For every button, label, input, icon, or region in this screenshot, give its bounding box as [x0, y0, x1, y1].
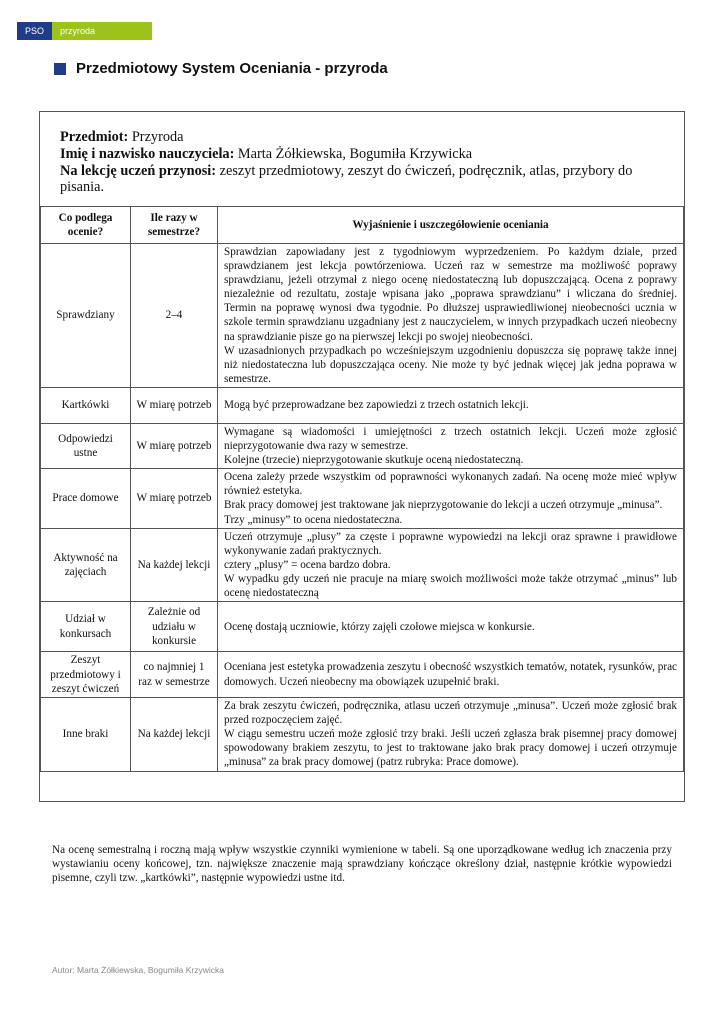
row-how-often: 2–4 — [131, 244, 218, 388]
header-what: Co podlega ocenie? — [41, 207, 131, 244]
header-how-often: Ile razy w semestrze? — [131, 207, 218, 244]
row-explanation — [218, 387, 684, 423]
explanation-line: cztery „plusy” = ocena bardzo dobra. — [224, 558, 391, 571]
row-what: Sprawdziany — [41, 244, 131, 388]
row-how-often: W miarę potrzeb — [131, 423, 218, 468]
table-row — [41, 387, 684, 423]
row-how-often: Na każdej lekcji — [131, 528, 218, 601]
explanation-line: Ocena zależy przede wszystkim od poprawności wykonanych zadań. Na ocenę może mieć wpływ również estetyka. — [224, 471, 677, 498]
summary-note: Na ocenę semestralną i roczną mają wpływ wszystkie czynniki wymienione w tabeli. Są one uporządkowane według ich znaczenia przy wystawianiu oceny końcowej, tzn. największe znaczenie mają sprawdziany kończące określony dział, następnie krótkie wypowiedzi pisemne, czyli tzw. „kartkówki”, następnie wypowiedzi ustne itd. — [52, 844, 672, 885]
row-explanation — [218, 602, 684, 652]
row-what: Odpowiedzi ustne — [41, 423, 131, 468]
explanation-line: Oceniana jest estetyka prowadzenia zeszytu i obecność wszystkich tematów, notatek, rysunków, prac domowych. Uczeń nieobecny ma obowiązek uzupełnić braki. — [224, 661, 677, 688]
table-row — [41, 528, 684, 601]
row-what: Prace domowe — [41, 469, 131, 528]
row-how-often: Zależnie od udziału w konkursie — [131, 602, 218, 652]
subject-info — [60, 129, 670, 196]
content-frame — [39, 111, 685, 802]
table-header-row — [41, 207, 684, 244]
heading — [54, 60, 388, 77]
row-how-often: Na każdej lekcji — [131, 698, 218, 771]
explanation-line: Brak pracy domowej jest traktowane jak nieprzygotowanie do lekcji a uczeń otrzymuje „minusa”. — [224, 499, 663, 512]
teacher-value: Marta Żółkiewska, Bogumiła Krzywicka — [237, 145, 473, 162]
row-how-often: W miarę potrzeb — [131, 387, 218, 423]
author-footer: Autor: Marta Żółkiewska, Bogumiła Krzywicka — [52, 965, 224, 975]
explanation-line: Za brak zeszytu ćwiczeń, podręcznika, atlasu uczeń otrzymuje „minusa”. Uczeń może zgłosić brak przed rozpoczęciem zajęć. — [224, 700, 677, 727]
explanation-line: Kolejne (trzecie) nieprzygotowanie skutkuje oceną niedostateczną. — [224, 454, 524, 467]
row-how-often: W miarę potrzeb — [131, 469, 218, 528]
row-explanation — [218, 528, 684, 601]
subject-value: Przyroda — [131, 129, 184, 145]
doc-code-tab: PSO — [17, 22, 52, 40]
square-bullet-icon — [54, 63, 66, 75]
table-row — [41, 652, 684, 698]
subject-tab: przyroda — [52, 22, 152, 40]
row-what: Kartkówki — [41, 387, 131, 423]
row-what: Inne braki — [41, 698, 131, 771]
row-explanation — [218, 469, 684, 528]
row-what: Udział w konkursach — [41, 602, 131, 652]
header-explanation: Wyjaśnienie i uszczegółowienie oceniania — [218, 207, 684, 244]
row-what: Aktywność na zajęciach — [41, 528, 131, 601]
table-row — [41, 423, 684, 468]
explanation-line: Mogą być przeprowadzane bez zapowiedzi z trzech ostatnich lekcji. — [224, 399, 529, 412]
page-title: Przedmiotowy System Oceniania - przyroda — [76, 60, 388, 77]
row-explanation — [218, 423, 684, 468]
row-explanation — [218, 698, 684, 771]
row-what: Zeszyt przedmiotowy i zeszyt ćwiczeń — [41, 652, 131, 698]
subject-label: Przedmiot: — [60, 129, 129, 145]
explanation-line: W ciągu semestru uczeń może zgłosić trzy braki. Jeśli uczeń zgłasza brak pisemnej pracy domowej spowodowany brakiem zeszytu, to jest to traktowane jako brak pracy domowej i uczeń otrzymuje „minusa” za brak pracy domowej (patrz rubryka: Prace domowe). — [224, 728, 677, 769]
explanation-line: Trzy „minusy” to ocena niedostateczna. — [224, 513, 403, 526]
table-row — [41, 698, 684, 771]
table-row — [41, 469, 684, 528]
row-how-often: co najmniej 1 raz w semestrze — [131, 652, 218, 698]
row-explanation — [218, 652, 684, 698]
explanation-line: Sprawdzian zapowiadany jest z tygodniowym wyprzedzeniem. Po każdym dziale, przed sprawdzianem jest lekcja powtórzeniowa. Uczeń raz w semestrze ma możliwość poprawy sprawdzianu, jeżeli otrzymał z niego ocenę niedostateczną lub dopuszczającą. Ocena z poprawy niezależnie od rezultatu, zostaje wpisana jako „poprawa sprawdzianu” i wliczana do średniej. Termin na poprawę wynosi dwa tygodnie. Po dłuższej usprawiedliwionej nieobecności ucznia w szkole termin sprawdzianu uzgadniany jest z nauczycielem, w innych przypadkach uczeń nieobecny na sprawdzianie pisze go na pierwszej lekcji po swojej nieobecności. — [224, 246, 677, 343]
explanation-line: Uczeń otrzymuje „plusy” za częste i poprawne wypowiedzi na lekcji oraz sprawne i prawidłowe wykonywanie zadań praktycznych. — [224, 530, 677, 557]
teacher-label: Imię i nazwisko nauczyciela: — [60, 145, 235, 162]
row-explanation — [218, 244, 684, 388]
items-label: Na lekcję uczeń przynosi: — [60, 162, 217, 179]
explanation-line: W wypadku gdy uczeń nie pracuje na miarę swoich możliwości może także otrzymać „minus” lub ocenę niedostateczną — [224, 572, 677, 599]
explanation-line: Wymagane są wiadomości i umiejętności z trzech ostatnich lekcji. Uczeń może zgłosić nieprzygotowanie dwa razy w semestrze. — [224, 425, 677, 453]
grading-table — [40, 206, 684, 772]
explanation-line: W uzasadnionych przypadkach po wcześniejszym uzgodnieniu dopuszcza się poprawę także innej niż niedostateczna lub dopuszczająca oceny. Nie może ty być jednak więcej jak jedna poprawa w semestrze. — [224, 344, 677, 385]
table-row — [41, 602, 684, 652]
table-row — [41, 244, 684, 388]
explanation-line: Ocenę dostają uczniowie, którzy zajęli czołowe miejsca w konkursie. — [224, 620, 535, 633]
items-value: zeszyt przedmiotowy, zeszyt do ćwiczeń, podręcznik, atlas, przybory do pisania. — [60, 162, 633, 196]
